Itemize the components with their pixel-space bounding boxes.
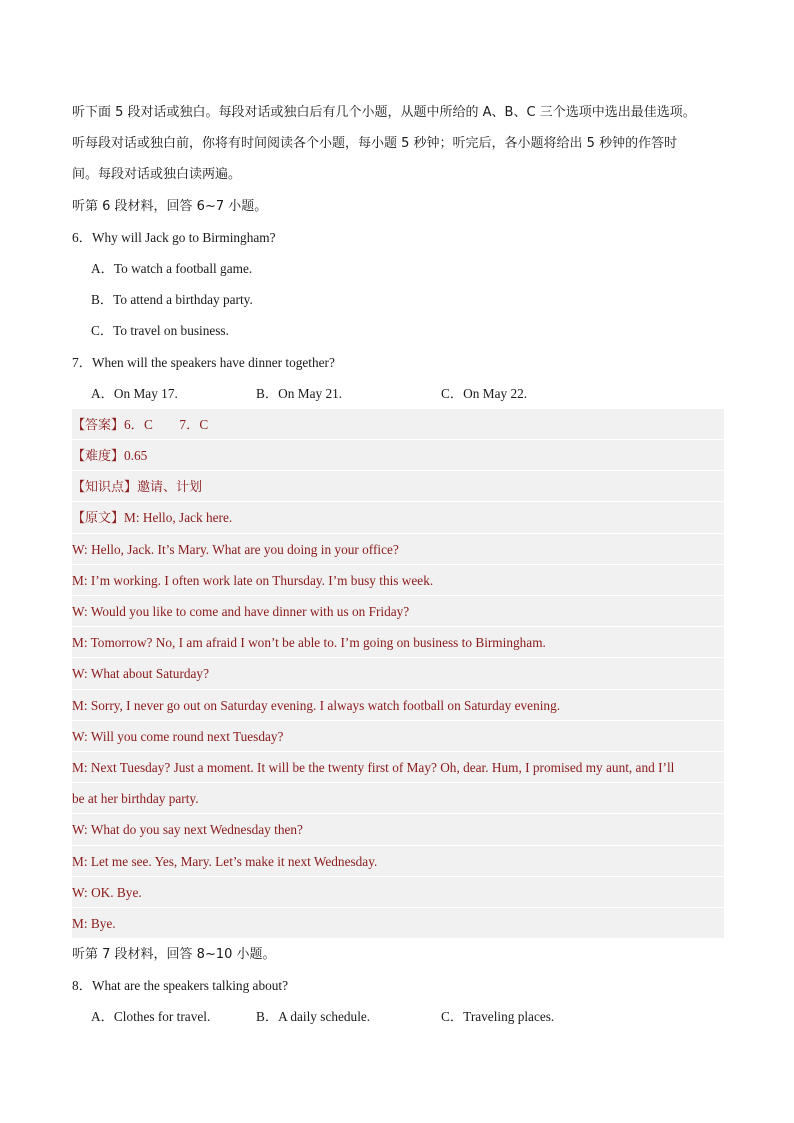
- question-6-option-c: C．To travel on business.: [91, 323, 229, 339]
- question-6-stem: 6．Why will Jack go to Birmingham?: [72, 229, 276, 245]
- transcript-line-4: M: Tomorrow? No, I am afraid I won’t be able to. I’m going on business to Birmingham.: [72, 627, 724, 658]
- difficulty-text: 0.65: [124, 448, 148, 464]
- instruction-line-3: 间。每段对话或独白读两遍。: [72, 167, 242, 183]
- transcript-line-10: M: Let me see. Yes, Mary. Let’s make it next Wednesday.: [72, 846, 724, 877]
- document-page: [72, 97, 724, 1033]
- transcript-line-0: [72, 502, 724, 533]
- question-7-option-c: C．On May 22.: [441, 385, 528, 401]
- question-7-options: [72, 378, 724, 409]
- question-7-option-a: A．On May 17.: [91, 385, 178, 401]
- question-8-option-c: C．Traveling places.: [441, 1009, 555, 1025]
- instruction-line-1: 听下面 5 段对话或独白。每段对话或独白后有几个小题，从题中所给的 A、B、C 三个选项中选出最佳选项。: [72, 105, 696, 120]
- question-7-stem: 7．When will the speakers have dinner together?: [72, 354, 335, 370]
- transcript-tag: 【原文】: [72, 511, 125, 527]
- transcript-line-7: W: Will you come round next Tuesday?: [72, 721, 724, 752]
- topic-line: [72, 471, 724, 502]
- answer-text: 6．C 7．C: [124, 416, 209, 432]
- transcript-line-8a: M: Next Tuesday? Just a moment. It will be the twenty first of May? Oh, dear. Hum, I promised my aunt, and I’ll: [72, 752, 724, 783]
- answer-tag: 【答案】: [72, 417, 125, 433]
- question-8-option-a: A．Clothes for travel.: [91, 1009, 211, 1025]
- answer-block: [72, 409, 724, 939]
- section-7-header: 听第 7 段材料，回答 8~10 小题。: [72, 947, 276, 963]
- transcript-line-12: M: Bye.: [72, 908, 724, 939]
- transcript-line-11: W: OK. Bye.: [72, 877, 724, 908]
- transcript-line-2: M: I’m working. I often work late on Thursday. I’m busy this week.: [72, 565, 724, 596]
- question-6-option-a: A．To watch a football game.: [91, 260, 253, 276]
- difficulty-tag: 【难度】: [72, 449, 125, 465]
- section-6-header: 听第 6 段材料，回答 6~7 小题。: [72, 198, 268, 214]
- transcript-line-1: W: Hello, Jack. It’s Mary. What are you doing in your office?: [72, 534, 724, 565]
- question-8-stem: 8．What are the speakers talking about?: [72, 978, 288, 994]
- question-8-option-b: B．A daily schedule.: [256, 1009, 371, 1025]
- question-8-options: [72, 1001, 724, 1032]
- question-7-option-b: B．On May 21.: [256, 385, 343, 401]
- transcript-line-6: M: Sorry, I never go out on Saturday evening. I always watch football on Saturday evening.: [72, 690, 724, 721]
- transcript-line-9: W: What do you say next Wednesday then?: [72, 814, 724, 845]
- transcript-first: M: Hello, Jack here.: [124, 510, 233, 526]
- topic-text: 邀请、计划: [137, 480, 203, 496]
- difficulty-line: [72, 440, 724, 471]
- instruction-line-2: 听每段对话或独白前，你将有时间阅读各个小题，每小题 5 秒钟；听完后，各小题将给出 5 秒钟的作答时: [72, 136, 678, 152]
- transcript-line-8b: be at her birthday party.: [72, 783, 724, 814]
- topic-tag: 【知识点】: [72, 480, 138, 496]
- question-6-option-b: B．To attend a birthday party.: [91, 292, 253, 308]
- transcript-line-5: W: What about Saturday?: [72, 658, 724, 689]
- transcript-line-3: W: Would you like to come and have dinner with us on Friday?: [72, 596, 724, 627]
- answer-line: [72, 409, 724, 440]
